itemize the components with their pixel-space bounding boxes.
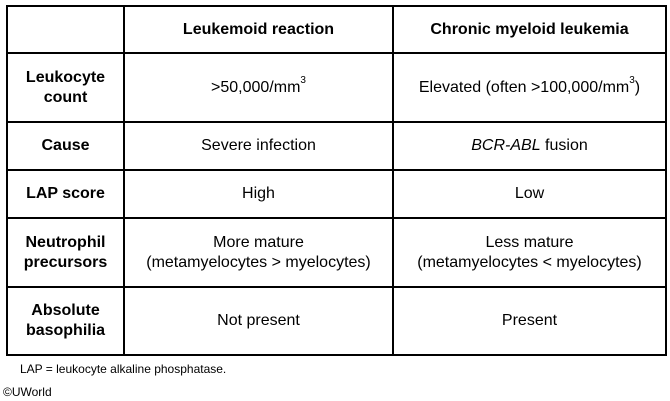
row-label-absolute-basophilia [7,287,124,355]
cell-text-after: ) [634,78,641,96]
leukemoid-leukocyte-count [124,53,393,122]
footnote: LAP = leukocyte alkaline phosphatase. [20,362,227,376]
row-label-line: count [43,88,88,106]
copyright-notice: ©UWorld [3,385,52,399]
table-row [7,218,666,287]
row-label-lap-score [7,170,124,218]
table-row [7,53,666,122]
cell-text: Elevated (often >100,000/mm [418,78,630,96]
cell-text: fusion [540,137,588,154]
leukemoid-lap-score [124,170,393,218]
table-row [7,287,666,355]
table-row [7,170,666,218]
superscript: 3 [629,75,635,87]
row-label-line: LAP score [26,185,105,202]
cell-line: Less mature [485,233,574,251]
cell-text: Low [514,185,545,202]
table-row [7,122,666,170]
cell-text: >50,000/mm [211,78,301,96]
leukemoid-absolute-basophilia [124,287,393,355]
row-label-line: Neutrophil [25,233,106,251]
cell-line: (metamyelocytes > myelocytes) [146,253,371,271]
row-label-line: Leukocyte [25,68,106,86]
cml-neutrophil-precursors [393,218,666,287]
row-label-leukocyte-count [7,53,124,122]
gene-name-italic: BCR-ABL [471,137,541,154]
leukemoid-cause [124,122,393,170]
cell-line: More mature [213,233,304,251]
header-row [7,6,666,53]
row-label-neutrophil-precursors [7,218,124,287]
header-chronic-myeloid-leukemia: Chronic myeloid leukemia [393,6,666,53]
header-empty-cell [7,6,124,53]
cell-line: (metamyelocytes < myelocytes) [417,253,642,271]
superscript: 3 [300,75,306,87]
cml-absolute-basophilia [393,287,666,355]
cml-cause [393,122,666,170]
cell-text: Severe infection [201,137,316,154]
cell-text: Not present [217,312,300,329]
cml-leukocyte-count [393,53,666,122]
cml-lap-score [393,170,666,218]
leukemoid-neutrophil-precursors [124,218,393,287]
row-label-line: Absolute [31,302,100,319]
row-label-line: basophilia [25,322,106,339]
comparison-table [6,5,667,356]
row-label-line: Cause [41,137,90,154]
row-label-cause [7,122,124,170]
header-leukemoid-reaction: Leukemoid reaction [124,6,393,53]
row-label-line: precursors [23,253,108,271]
cell-text: High [242,185,275,202]
cell-text: Present [501,312,558,329]
